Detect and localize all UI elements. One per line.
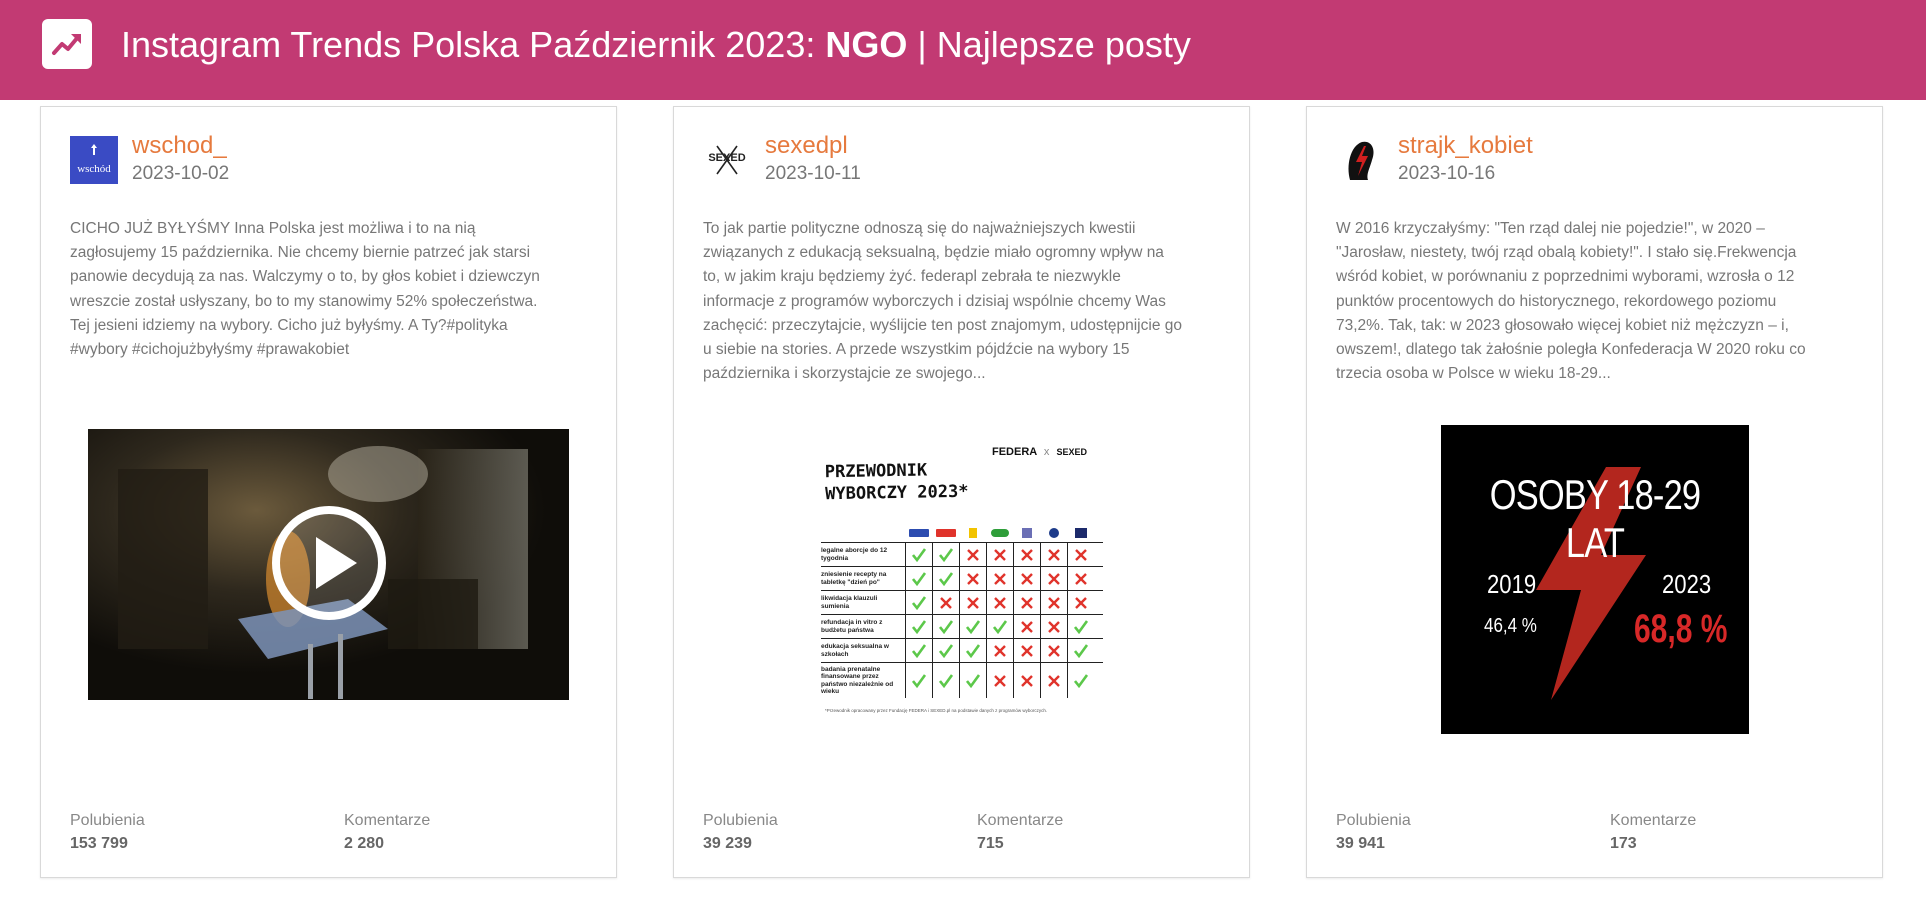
likes-count: 39 239 xyxy=(703,835,752,852)
cross-icon xyxy=(1013,663,1040,698)
guide-row-label: legalne aborcje do 12 tygodnia xyxy=(821,547,888,562)
likes-label: Polubienia xyxy=(703,812,778,829)
cross-icon xyxy=(1040,567,1067,590)
cross-icon xyxy=(1040,639,1067,662)
guide-row-label: likwidacja klauzuli sumienia xyxy=(821,595,878,610)
check-icon xyxy=(1067,663,1094,698)
party-logo-icon xyxy=(1067,524,1094,542)
guide-row-label: badania prenatalne finansowane przez państwo niezależnie od wieku xyxy=(821,665,894,695)
guide-row xyxy=(821,662,1103,698)
guide-title-line1: PRZEWODNIK xyxy=(824,460,928,483)
title-category: NGO xyxy=(825,24,908,65)
post-date: 2023-10-02 xyxy=(132,163,230,184)
guide-row xyxy=(821,638,1103,662)
post-image[interactable] xyxy=(817,432,1107,722)
cross-icon xyxy=(959,543,986,566)
post-username[interactable]: sexedpl xyxy=(765,132,848,159)
cross-icon xyxy=(1040,543,1067,566)
cross-icon xyxy=(1067,543,1094,566)
guide-title-line2: WYBORCZY 2023* xyxy=(825,481,969,505)
guide-row xyxy=(821,542,1103,566)
post-card[interactable] xyxy=(673,106,1250,878)
avatar[interactable] xyxy=(70,136,118,184)
check-icon xyxy=(959,663,986,698)
cross-icon xyxy=(1013,639,1040,662)
check-icon xyxy=(959,639,986,662)
check-icon xyxy=(986,615,1013,638)
cross-icon xyxy=(986,591,1013,614)
check-icon xyxy=(905,639,932,662)
cross-icon xyxy=(986,567,1013,590)
party-logo-icon xyxy=(905,524,932,542)
guide-row-label: edukacja seksualna w szkołach xyxy=(821,643,889,658)
post-username[interactable]: wschod_ xyxy=(132,132,227,159)
sexed-logo: SEXED xyxy=(1056,447,1087,457)
value-2019: 46,4 % xyxy=(1484,615,1537,637)
guide-row-label: zniesienie recepty na tabletkę "dzień po" xyxy=(821,571,887,586)
party-logo-row xyxy=(905,524,1103,542)
post-card[interactable] xyxy=(1306,106,1883,878)
cross-icon xyxy=(1013,567,1040,590)
year-2019: 2019 xyxy=(1487,569,1537,599)
check-icon xyxy=(905,567,932,590)
title-prefix: Instagram Trends Polska Październik 2023: xyxy=(121,24,826,65)
post-video-thumbnail[interactable] xyxy=(88,429,569,700)
party-logo-icon xyxy=(959,524,986,542)
check-icon xyxy=(905,663,932,698)
cross-icon xyxy=(986,639,1013,662)
party-logo-icon xyxy=(1040,524,1067,542)
party-logo-icon xyxy=(932,524,959,542)
check-icon xyxy=(905,591,932,614)
guide-rows xyxy=(821,542,1103,698)
likes-label: Polubienia xyxy=(70,812,145,829)
cross-icon xyxy=(959,567,986,590)
guide-footnote: *Przewodnik opracowany przez Fundację FEDERA i SEXED.pl na podstawie danych z programów wyborczych. xyxy=(825,708,1048,713)
comments-label: Komentarze xyxy=(1610,812,1697,829)
post-caption: W 2016 krzyczałyśmy: "Ten rząd dalej nie pojedzie!", w 2020 – "Jarosław, niestety, twój rząd obalą kobiety!". I stało się.Frekwencja wśród kobiet, w porównaniu z poprzednimi wyborami, wzrosła o 12 punktów procentowych do historycznego, rekordowego poziomu 73,2%. Tak, tak: w 2023 głosowało więcej kobiet niż mężczyzn – i, owszem!, dlatego tak żałośnie poległa Konfederacja W 2020 roku co trzecia osoba w Polsce w wieku 18-29... xyxy=(1336,220,1806,383)
check-icon xyxy=(932,663,959,698)
page-title xyxy=(121,20,1191,70)
post-caption: CICHO JUŻ BYŁYŚMY Inna Polska jest możliwa i to na nią zagłosujemy 15 października. Nie chcemy biernie patrzeć jak starsi panowie decydują za nas. Walczymy o to, by głos kobiet i dziewczyn wreszcie został usłyszany, bo to my stanowimy 52% społeczeństwa. Tej jesieni idziemy na wybory. Cicho już byłyśmy. A Ty?#polityka #wybory #cichojużbyłyśmy #prawakobiet xyxy=(70,220,540,359)
likes-count: 153 799 xyxy=(70,835,128,852)
cross-icon xyxy=(1013,591,1040,614)
comments-label: Komentarze xyxy=(344,812,431,829)
check-icon xyxy=(905,615,932,638)
cross-icon xyxy=(1067,567,1094,590)
post-username[interactable]: strajk_kobiet xyxy=(1398,132,1533,159)
post-image[interactable] xyxy=(1441,425,1749,734)
check-icon xyxy=(932,567,959,590)
graphic-title: OSOBY 18-29 LAT xyxy=(1489,471,1701,566)
cross-icon xyxy=(1067,591,1094,614)
trending-up-icon xyxy=(42,19,92,69)
check-icon xyxy=(1067,639,1094,662)
cross-icon xyxy=(1040,663,1067,698)
cross-icon xyxy=(986,543,1013,566)
cross-icon xyxy=(959,591,986,614)
avatar-wordmark: SEXED xyxy=(708,152,746,164)
avatar-wordmark: wschód xyxy=(77,163,111,175)
cross-icon xyxy=(932,591,959,614)
post-date: 2023-10-11 xyxy=(765,163,861,184)
cross-icon xyxy=(1040,591,1067,614)
check-icon xyxy=(959,615,986,638)
likes-count: 39 941 xyxy=(1336,835,1385,852)
comments-count: 2 280 xyxy=(344,835,385,852)
likes-label: Polubienia xyxy=(1336,812,1411,829)
brand-logos xyxy=(992,446,1087,458)
check-icon xyxy=(932,615,959,638)
federa-logo: FEDERA xyxy=(992,446,1037,458)
check-icon xyxy=(1067,615,1094,638)
guide-row-label: refundacja in vitro z budżetu państwa xyxy=(821,619,883,634)
guide-title xyxy=(825,459,969,505)
brand-separator: x xyxy=(1043,446,1050,458)
avatar[interactable] xyxy=(703,136,751,184)
title-suffix: | Najlepsze posty xyxy=(907,24,1191,65)
year-2023: 2023 xyxy=(1662,569,1712,599)
comments-label: Komentarze xyxy=(977,812,1064,829)
check-icon xyxy=(932,543,959,566)
value-2023: 68,8 % xyxy=(1634,607,1728,651)
guide-row xyxy=(821,614,1103,638)
cross-icon xyxy=(1040,615,1067,638)
guide-row xyxy=(821,590,1103,614)
cross-icon xyxy=(1013,543,1040,566)
avatar[interactable] xyxy=(1336,136,1384,184)
comments-count: 173 xyxy=(1610,835,1637,852)
post-date: 2023-10-16 xyxy=(1398,163,1496,184)
check-icon xyxy=(932,639,959,662)
post-caption: To jak partie polityczne odnoszą się do najważniejszych kwestii związanych z edukacją seksualną, będzie miało ogromny wpływ na to, w jakim kraju będziemy żyć. federapl zebrała te niezwykle informacje z programów wyborczych i dzisiaj wspólnie chcemy Was zachęcić: przeczytajcie, wyślijcie ten post znajomym, udostępnijcie go u siebie na stories. A przede wszystkim pójdźcie na wybory 15 października i skorzystajcie ze swojego... xyxy=(703,220,1182,383)
party-logo-icon xyxy=(986,524,1013,542)
cross-icon xyxy=(986,663,1013,698)
party-logo-icon xyxy=(1013,524,1040,542)
post-card[interactable] xyxy=(40,106,617,878)
check-icon xyxy=(905,543,932,566)
guide-row xyxy=(821,566,1103,590)
play-icon[interactable] xyxy=(271,505,387,621)
party-comparison-table xyxy=(821,524,1103,698)
page-header xyxy=(0,0,1926,100)
cross-icon xyxy=(1013,615,1040,638)
comments-count: 715 xyxy=(977,835,1004,852)
